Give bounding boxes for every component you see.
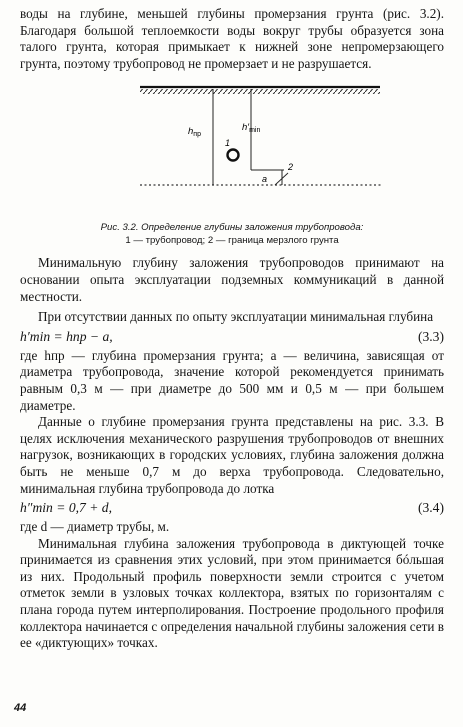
figure-diagram xyxy=(20,74,444,222)
label-a: a xyxy=(262,174,268,185)
paragraph-freezing-data: Данные о глубине промерзания грунта представлены на рис. 3.3. В целях исключения механического разрушения трубопроводов от внешних нагрузок, возникающих в городских условиях, глубина заложения должна быть не меньше 0,7 м до верха трубопровода. Следовательно, минимальная глубина трубопровода до лотка xyxy=(20,414,444,496)
equation-3-3-formula: h′min = hпр − a, xyxy=(20,328,113,344)
page xyxy=(20,6,444,652)
paragraph-where-d: где d — диаметр трубы, м. xyxy=(20,519,170,535)
label-boundary-2: 2 xyxy=(288,162,294,173)
figure-caption xyxy=(20,222,444,247)
caption-items: 1 — трубопровод; 2 — граница мерзлого грунта xyxy=(125,234,339,246)
label-h-pr: $h_{пр}$ xyxy=(188,126,201,139)
equation-3-3 xyxy=(20,326,444,348)
figure-3-2 xyxy=(20,74,444,222)
equation-3-4-formula: h″min = 0,7 + d, xyxy=(20,500,112,516)
ground-hatch xyxy=(140,89,380,94)
pipe-circle xyxy=(228,150,239,161)
paragraph-min-depth: Минимальную глубину заложения трубопроводов принимают на основании опыта эксплуатации подземных коммуникаций в данной местности. xyxy=(20,255,444,304)
paragraph-where-hpr: где hпр — глубина промерзания грунта; a — величина, зависящая от диаметра трубопровода, значение которой рекомендуется принимать равным 0,3 м — при диаметре до 500 мм и 0,5 м — при большем диаметре. xyxy=(20,347,444,413)
label-h-min: $h'_{min}$ xyxy=(242,122,261,135)
caption-title: Рис. 3.2. Определение глубины заложения трубопровода: xyxy=(100,222,364,234)
paragraph-no-data: При отсутствии данных по опыту эксплуатации минимальная глубина xyxy=(38,309,434,325)
top-paragraph: воды на глубине, меньшей глубины промерзания грунта (рис. 3.2). Благодаря большой теплоемкости воды вокруг трубы образуется зона талого грунта, которая примыкает к нижней зоне непромерзающего грунта, поэтому трубопровод не промерзает и не разрушается. xyxy=(20,6,444,71)
paragraph-dictating-point: Минимальная глубина заложения трубопровода в диктующей точке принимается из сравнения этих условий, при этом принимается бóльшая из них. Продольный профиль поверхности земли строится с учетом отметок земли в узловых точках коллектора, взятых по горизонталям с плана города путем интерполирования. Построение продольного профиля коллектора начинается с определения начальной глубины заложения сети в ее «диктующих» точках. xyxy=(20,535,444,651)
equation-3-4-number: (3.4) xyxy=(417,500,444,516)
page-number: 44 xyxy=(14,702,27,714)
equation-3-3-number: (3.3) xyxy=(417,328,444,344)
label-pipe-1: 1 xyxy=(225,138,231,149)
equation-3-4 xyxy=(20,497,444,519)
